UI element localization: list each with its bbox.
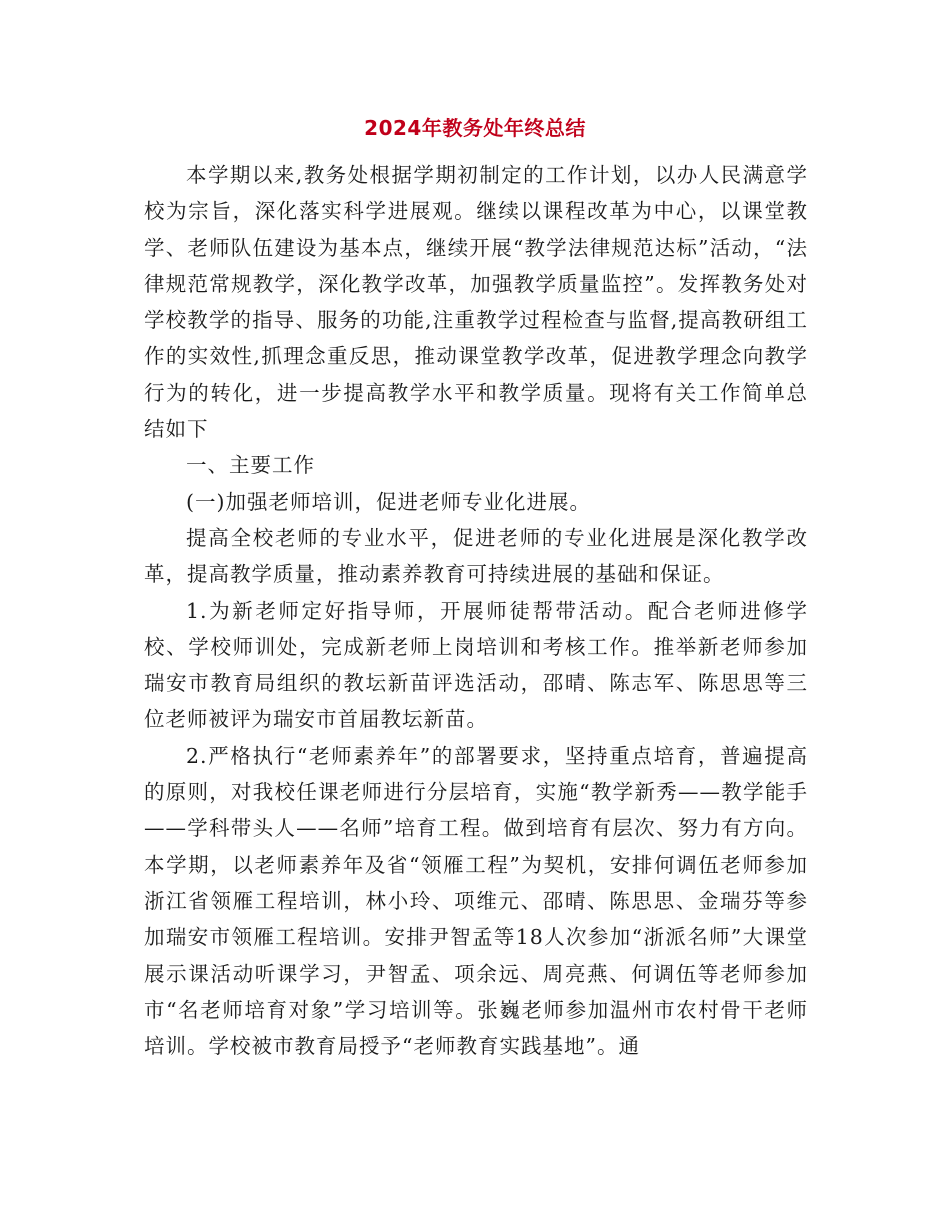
document-body [144,157,808,1064]
paragraph-item-2: 2.严格执行“老师素养年”的部署要求，坚持重点培育，普遍提高的原则，对我校任课老师进行分层培育，实施“教学新秀——教学能手——学科带头人——名师”培育工程。做到培育有层次、努力有方向。本学期，以老师素养年及省“领雁工程”为契机，安排何调伍老师参加浙江省领雁工程培训，林小玲、项维元、邵晴、陈思思、金瑞芬等参加瑞安市领雁工程培训。安排尹智孟等18人次参加“浙派名师”大课堂展示课活动听课学习，尹智孟、项余远、周亮燕、何调伍等老师参加市“名老师培育对象”学习培训等。张巍老师参加温州市农村骨干老师培训。学校被市教育局授予“老师教育实践基地”。通 [144,743,808,1059]
document-title: 2024年教务处年终总结 [364,116,586,140]
paragraph-intro: 本学期以来,教务处根据学期初制定的工作计划，以办人民满意学校为宗旨，深化落实科学进展观。继续以课程改革为中心，以课堂教学、老师队伍建设为基本点，继续开展“教学法律规范达标”活动，“法律规范常规教学，深化教学改革，加强教学质量监控”。发挥教务处对学校教学的指导、服务的功能,注重教学过程检查与监督,提高教研组工作的实效性,抓理念重反思，推动课堂教学改革，促进教学理念向教学行为的转化，进一步提高教学水平和教学质量。现将有关工作简单总结如下 [144,163,808,442]
paragraph-item-1: 1.为新老师定好指导师，开展师徒帮带活动。配合老师进修学校、学校师训处，完成新老师上岗培训和考核工作。推举新老师参加瑞安市教育局组织的教坛新苗评选活动，邵晴、陈志军、陈思思等三位老师被评为瑞安市首届教坛新苗。 [144,598,808,732]
paragraph-professional-level: 提高全校老师的专业水平，促进老师的专业化进展是深化教学改革，提高教学质量，推动素养教育可持续进展的基础和保证。 [144,525,808,587]
section-heading-main-work: 一、主要工作 [186,453,315,478]
subsection-heading-teacher-training: (一)加强老师培训，促进老师专业化进展。 [186,489,591,514]
